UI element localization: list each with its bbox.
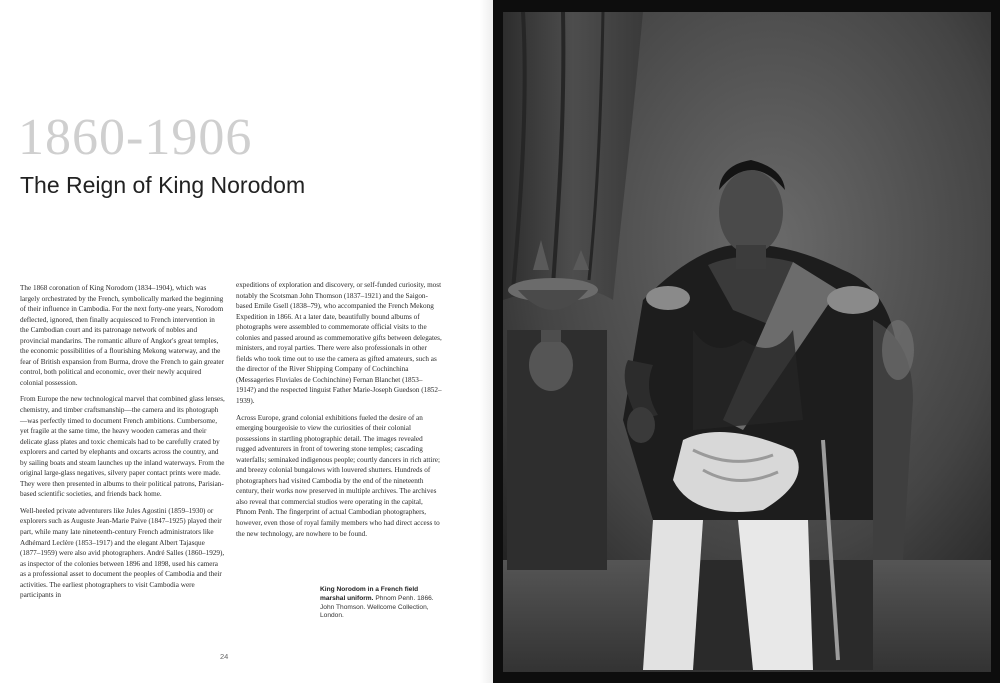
page-number: 24 xyxy=(220,652,229,661)
caption-bold: King Norodom in a French field marshal uniform. xyxy=(320,586,419,602)
page-gutter xyxy=(480,0,493,683)
paragraph: Well-heeled private adventurers like Jules Agostini (1859–1930) or explorers such as Auguste Jean-Marie Paive (1847–1925) played their part, while many late nineteenth-century French administrators like Adhémard Leclère (1853–1917) and the elegant Albert Tajasque (1877–1959) were also avid photographers. André Salles (1860–1929), as inspector of the colonies between 1896 and 1898, used his camera as a professional asset to document the peoples of Cambodia and their activities. The earliest photographers to visit Cambodia were participants in xyxy=(20,506,225,600)
chapter-years: 1860-1906 xyxy=(18,109,253,166)
king-portrait-photo xyxy=(493,0,1000,683)
table-with-vessels xyxy=(507,240,607,570)
paragraph: expeditions of exploration and discovery, or self-funded curiosity, most notably the Scotsman John Thomson (1837–1921) and the Saigon-based Emile Gsell (1838–79), who accompanied the French Mekong Expedition in 1866. At a later date, beautifully bound albums of photographs were assembled to commemorate official visits to the colonies and passed around as commemorative gifts between delegates, ministers, and royal parties. There were also professionals in other fields who took time out to use the camera as gifted amateurs, such as the director of the River Shipping Company of Cochinchina (Messageries Fluviales de Cochinchine) Fernan Blanchet (1853–1914?) and the respected linguist Father Marie-Joseph Guedson (1852–1939). xyxy=(236,281,442,406)
paragraph: The 1868 coronation of King Norodom (1834–1904), which was largely orchestrated by the French, symbolically marked the beginning of their influence in Cambodia. For the next forty-one years, Norodom deflected, ignored, then finally acquiesced to French intervention in the Cambodian court and its patronage network of nobles and provincial mandarins. The romantic allure of Angkor's great temples, the economic possibilities of a flourishing Mekong waterway, and the fear of British expansion from Burma, drove the French to gain greater control, both political and economic, over their newly acquired colonial possession. xyxy=(20,284,224,387)
caption-text: Phnom Penh. 1866. John Thomson. Wellcome Collection, London. xyxy=(320,594,434,620)
paragraph: From Europe the new technological marvel that combined glass lenses, chemistry, and timber craftsmanship—the camera and its photograph—was perfectly timed to document French ambitions. Cumbersome, yet fragile at the same time, the heavy wooden cameras and their delicate glass plates and toxic chemicals had to be carefully crated by explorers and carted by elephants and oxcarts across the country, and by sailing boats and steam launches up the inland waterways. From the original large-glass negatives, silvery paper contact prints were made. They were then presented in albums to their political patrons, Parisian-based scientific societies, and friends back home. xyxy=(20,395,225,499)
chapter-title: The Reign of King Norodom xyxy=(20,172,306,198)
text-column-left xyxy=(20,283,225,607)
left-page xyxy=(0,0,493,683)
text-column-right xyxy=(236,280,442,545)
right-page-photo xyxy=(493,0,1000,683)
paragraph: Across Europe, grand colonial exhibitions fueled the desire of an emerging bourgeoisie to view the curiosities of their colonial possessions in startling photographic detail. The images revealed rugged adventurers in front of towering stone temples; cascading waterfalls; seminaked indigenous people; courtly dancers in rich attire; and breezy colonial bungalows with louvered shutters. Hundreds of photographers had visited Cambodia by the end of the nineteenth century, their works now preserved in multiple archives. The archives also reveal that commercial studios were operating in the capital, Phnom Penh. The fingerprint of actual Cambodian photographers, however, even those of royal family members who had direct access to the new technology, are nowhere to be found. xyxy=(236,413,440,538)
photo-caption xyxy=(320,586,438,621)
